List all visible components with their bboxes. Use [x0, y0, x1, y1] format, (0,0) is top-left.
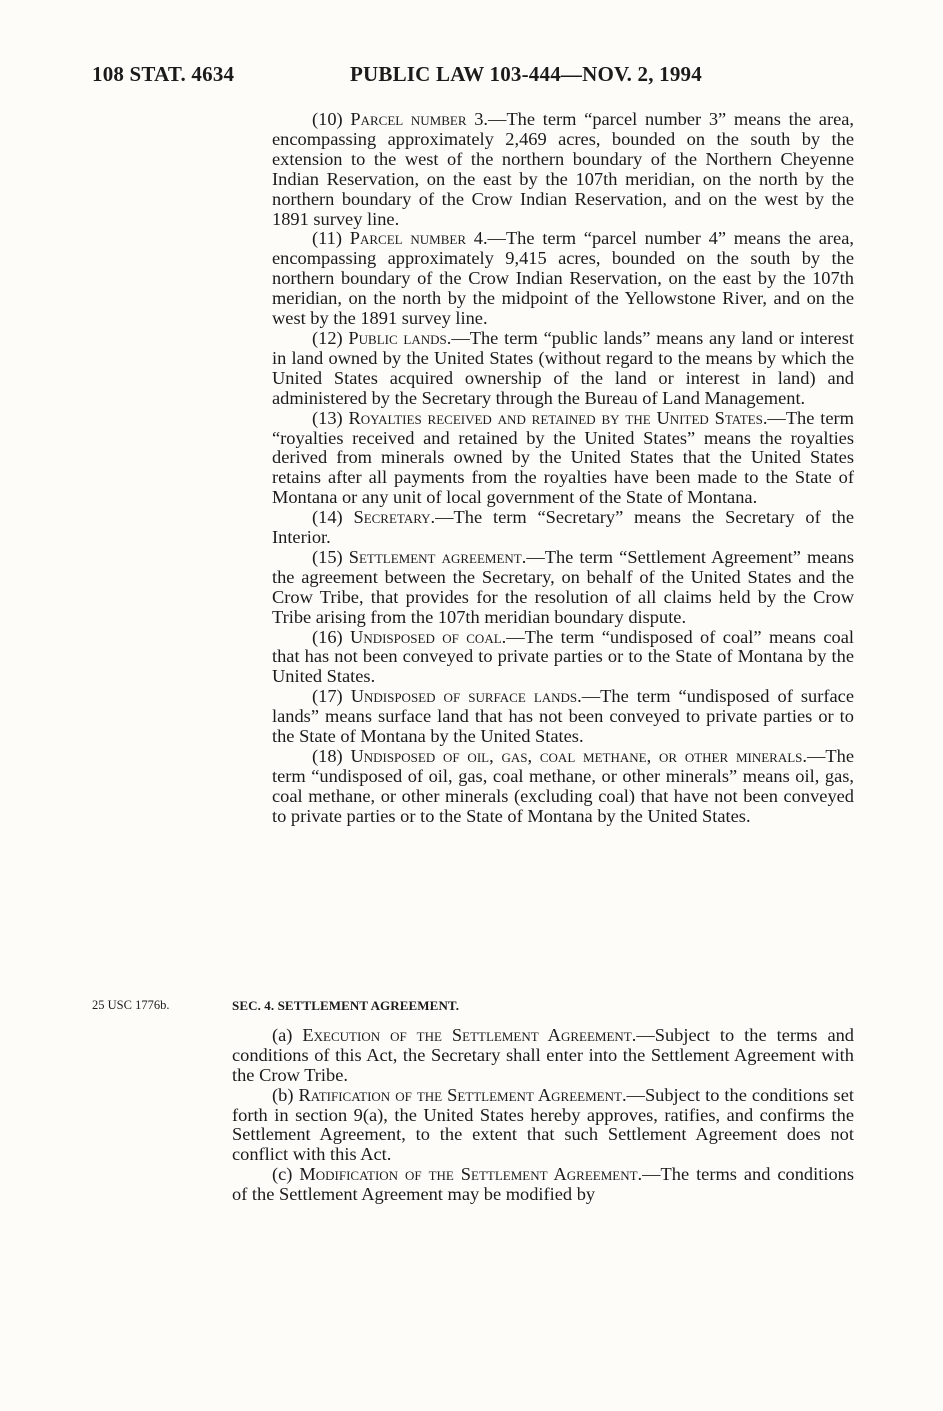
definition-paragraph: (13) Royalties received and retained by the United States.—The term “royalties received and retained by the United States” means the royalties derived from minerals owned by the United States that the United States retains after all payments from the royalties have been made to the State of Montana or any unit of local government of the State of Montana. — [272, 407, 854, 508]
definition-text: The term “parcel number 4” means the area, encompassing approximately 9,415 acres, bounded on the south by the northern boundary of the Crow Indian Reservation, on the east by the 107th meridian, on the north by the midpoint of the Yellowstone River, and on the west by the 1891 survey line. — [272, 228, 854, 329]
definition-term: Royalties received and retained by the United States.— — [348, 407, 786, 428]
definition-paragraph: (15) Settlement agreement.—The term “Settlement Agreement” means the agreement between the Secretary, on behalf of the United States and the Crow Tribe, that provides for the resolution of all claims held by the Crow Tribe arising from the 107th meridian boundary dispute. — [272, 546, 854, 627]
definition-term: Public lands.— — [348, 327, 470, 348]
definition-text: The term “undisposed of coal” means coal that has not been conveyed to private parties or to the State of Montana by the United States. — [272, 626, 854, 687]
definition-text: The term “Settlement Agreement” means the agreement between the Secretary, on behalf of the United States and the Crow Tribe, that provides for the resolution of all claims held by the Crow Tribe arising from the 107th meridian boundary dispute. — [272, 546, 854, 627]
definition-text: The term “Secretary” means the Secretary of the Interior. — [272, 507, 854, 548]
definition-paragraph: (11) Parcel number 4.—The term “parcel number 4” means the area, encompassing approximately 9,415 acres, bounded on the south by the northern boundary of the Crow Indian Reservation, on the east by the 107th meridian, on the north by the midpoint of the Yellowstone River, and on the west by the 1891 survey line. — [272, 228, 854, 329]
definition-term: Settlement agreement.— — [348, 546, 545, 567]
definition-term: Undisposed of oil, gas, coal methane, or other minerals.— — [350, 746, 826, 766]
definition-text: The term “royalties received and retained by the United States” means the royalties derived from minerals owned by the United States that the United States retains after all payments from the royalties have been made to the State of Montana or any unit of local government of the State of Montana. — [272, 407, 854, 508]
definition-term: Secretary.— — [353, 507, 454, 528]
definition-paragraph: (14) Secretary.—The term “Secretary” means the Secretary of the Interior. — [272, 507, 854, 548]
definition-text: The term “parcel number 3” means the area, encompassing approximately 2,469 acres, bounded on the south by the extension to the west of the northern boundary of the Northern Cheyenne Indian Reservation, on the east by the 107th meridian, on the north by the northern boundary of the Crow Indian Reservation, and on the west by the 1891 survey line. — [272, 109, 854, 229]
marginal-citation: 25 USC 1776b. — [92, 998, 170, 1012]
subsection-text: Subject to the terms and conditions of this Act, the Secretary shall enter into the Settlement Agreement with the Crow Tribe. — [232, 1024, 855, 1085]
subsection-term: Ratification of the Settlement Agreement.— — [298, 1084, 645, 1105]
subsection-term: Execution of the Settlement Agreement.— — [302, 1024, 655, 1045]
definition-paragraph: (17) Undisposed of surface lands.—The term “undisposed of surface lands” means surface land that has not been conveyed to private parties or to the State of Montana by the United States. — [272, 686, 854, 747]
definitions-list — [272, 110, 854, 827]
section-heading: SEC. 4. SETTLEMENT AGREEMENT. — [232, 998, 460, 1013]
subsection-text: The terms and conditions of the Settlement Agreement may be modified by — [232, 1164, 855, 1205]
law-title: PUBLIC LAW 103-444—NOV. 2, 1994 — [350, 62, 702, 86]
subsection-text: Subject to the conditions set forth in section 9(a), the United States hereby approves, ratifies, and confirms the Settlement Agreement, to the extent that such Settlement Agreement does not conflict with this Act. — [232, 1084, 854, 1165]
definition-term: Undisposed of coal.— — [350, 626, 525, 647]
subsection-paragraph: (b) Ratification of the Settlement Agreement.—Subject to the conditions set forth in section 9(a), the United States hereby approves, ratifies, and confirms the Settlement Agreement, to the extent that such Settlement Agreement does not conflict with this Act. — [232, 1084, 854, 1165]
definition-term: Undisposed of surface lands.— — [350, 686, 601, 707]
definition-term: Parcel number 3.— — [350, 109, 507, 129]
subsection-term: Modification of the Settlement Agreement.— — [299, 1164, 661, 1185]
stat-reference: 108 STAT. 4634 — [92, 62, 235, 86]
section-4 — [232, 996, 854, 1205]
definition-text: The term “undisposed of surface lands” means surface land that has not been conveyed to private parties or to the State of Montana by the United States. — [272, 686, 854, 747]
definition-paragraph: (12) Public lands.—The term “public lands” means any land or interest in land owned by the United States (without regard to the means by which the United States acquired ownership of the land or interest in land) and administered by the Secretary through the Bureau of Land Management. — [272, 327, 854, 408]
definition-paragraph: (18) Undisposed of oil, gas, coal methane, or other minerals.—The term “undisposed of oil, gas, coal methane, or other minerals” means oil, gas, coal methane, or other minerals (excluding coal) that have not been conveyed to private parties or to the State of Montana by the United States. — [272, 746, 854, 826]
definition-text: The term “public lands” means any land or interest in land owned by the United States (without regard to the means by which the United States acquired ownership of the land or interest in land) and administered by the Secretary through the Bureau of Land Management. — [272, 327, 854, 408]
definition-paragraph: (16) Undisposed of coal.—The term “undisposed of coal” means coal that has not been conveyed to private parties or to the State of Montana by the United States. — [272, 626, 854, 687]
definition-text: The term “undisposed of oil, gas, coal methane, or other minerals” means oil, gas, coal methane, or other minerals (excluding coal) that have not been conveyed to private parties or to the State of Montana by the United States. — [272, 746, 854, 826]
definition-paragraph: (10) Parcel number 3.—The term “parcel number 3” means the area, encompassing approximately 2,469 acres, bounded on the south by the extension to the west of the northern boundary of the Northern Cheyenne Indian Reservation, on the east by the 107th meridian, on the north by the northern boundary of the Crow Indian Reservation, and on the west by the 1891 survey line. — [272, 109, 854, 229]
subsection-paragraph: (a) Execution of the Settlement Agreement.—Subject to the terms and conditions of this Act, the Secretary shall enter into the Settlement Agreement with the Crow Tribe. — [232, 1024, 855, 1085]
definition-term: Parcel number 4.— — [349, 228, 506, 249]
subsection-paragraph: (c) Modification of the Settlement Agreement.—The terms and conditions of the Settlement Agreement may be modified by — [232, 1164, 855, 1205]
